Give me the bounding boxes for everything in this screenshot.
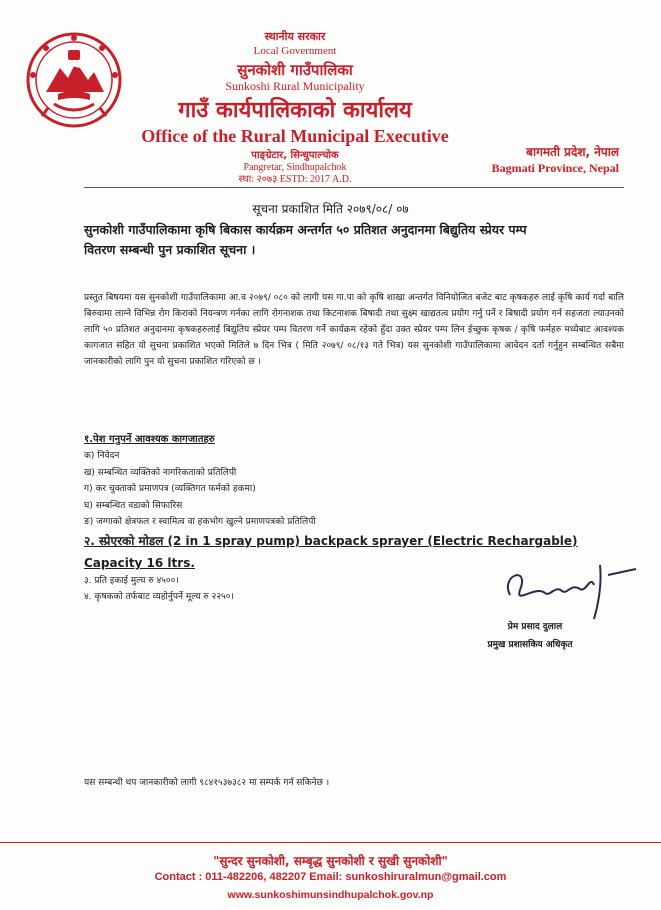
list-item: क) निवेदन — [84, 451, 120, 461]
header-divider — [84, 187, 624, 188]
province-en: Bagmati Province, Nepal — [491, 161, 619, 175]
district-ne: पाङ्ग्रेटार, सिन्धुपाल्चोक — [251, 150, 339, 161]
sprayer-model-line1: २. स्प्रेएरको मोडल (2 in 1 spray pump) backpack sprayer (Electric Rechargable) — [84, 534, 578, 548]
notice-title — [84, 220, 624, 260]
notice-date: सूचना प्रकाशित मिति २०७९/०८/ ०७ — [252, 202, 409, 216]
signatory-title: प्रमुख प्रशासकिय अधिकृत — [487, 640, 573, 650]
municipality-ne: सुनकोशी गाउँपालिका — [237, 61, 353, 79]
notice-title-line1: सुनकोशी गाउँपालिकामा कृषि बिकास कार्यक्रम अन्तर्गत ५० प्रतिशत अनुदानमा बिद्युतिय स्प्रेयर पम्प — [84, 222, 527, 237]
footer-slogan: "सुन्दर सुनकोशी, सम्बृद्ध सुनकोशी र सुखी सुनकोशी" — [213, 854, 448, 868]
footer-website: www.sunkoshimunsindhupalchok.gov.np — [227, 889, 434, 901]
footer-divider — [0, 842, 661, 843]
nepal-emblem-icon — [24, 30, 124, 130]
office-en: Office of the Rural Municipal Executive — [141, 126, 449, 146]
list-item: घ) सम्बन्धित वडाको सिफारिस — [84, 500, 183, 511]
signatory-name: प्रेम प्रसाद दुलाल — [507, 622, 563, 632]
notice-title-line2: वितरण सम्बन्धी पुन प्रकाशित सूचना । — [84, 242, 256, 257]
price-list — [84, 573, 234, 605]
list-item: ङ) जग्गाको क्षेत्रफल र स्वामित्व वा हकभोग खुल्ने प्रमाणपत्रको प्रतिलिपी — [84, 517, 316, 527]
signature-icon — [490, 555, 640, 620]
list-item: ग) कर चुक्ताको प्रमाणपत्र (व्यक्तिगत फर्मको हकमा) — [84, 484, 256, 494]
list-item: ३. प्रति इकाई मुल्य रु ४५००। — [84, 576, 179, 586]
gov-en: Local Government — [253, 45, 337, 57]
notice-paragraph: प्रस्तुत बिषयमा यस सुनकोशी गाउँपालिकामा आ.व २०७९/ ०८० को लागी यस गा.पा को कृषि शाखा अन्तर्गत विनियोजित बजेट बाट कृषकहरु लाई कृषि कार्य गर्दा बालि बिरुवामा लाग्ने विभिन्न रोग किराको नियन्त्रण गर्नका लागि रोगनाशक तथा किटनाशक बिषादी तथा सुक्ष्म खाद्यतत्व प्रयोग गर्नु पर्ने र बिषादी प्रयोग गर्न सहजता ल्याउनको लागि ५० प्रतिशत अनुदानमा कृषकहरुलाई बिद्युतिय स्प्रेयर पम्प वितरण गर्ने कार्यक्रम रहेको हुँदा उक्त स्प्रेयर पम्प लिन ईच्छुक कृषक / कृषि फर्महरु मध्येबाट आवश्यक कागजात सहित यो सुचना प्रकाशित भएको मितिले ७ दिन भित्र ( मिति २०७९/ ०८/१३ गते भित्र) यस सुनकोशी गाउँपालिकामा आवेदन दर्ता गर्नुहुन सम्बन्धित सबैमा जानकारीको लागि पुन यो सुचना प्रकाशित गरिएको छ । — [84, 293, 624, 367]
office-ne: गाउँ कार्यपालिकाको कार्यालय — [178, 98, 412, 123]
contact-note: यस सम्बन्धी थप जानकारीको लागी ९८४१५३७३८२ मा सम्पर्क गर्न सकिनेछ । — [84, 778, 330, 788]
gov-ne: स्थानीय सरकार — [264, 30, 326, 43]
established: स्था: २०७३ ESTD: 2017 A.D. — [238, 174, 352, 185]
province-ne: बागमती प्रदेश, नेपाल — [526, 145, 619, 159]
documents-heading: १.पेश गनुपर्ने आवश्यक कागजातहरु — [84, 434, 215, 445]
province-block — [492, 144, 619, 176]
documents-list — [84, 448, 316, 531]
list-item: ख) सम्बन्धित व्यक्तिको नागरिकताको प्रतिलिपी — [84, 467, 237, 478]
municipality-en: Sunkoshi Rural Municipality — [225, 79, 365, 93]
district-en: Pangretar, Sindhupalchok — [243, 162, 347, 173]
sprayer-capacity: Capacity 16 ltrs. — [84, 556, 195, 570]
letterhead — [130, 30, 460, 186]
list-item: ४. कृषकको तर्फबाट व्यहोर्नुपर्ने मूल्य रु २२५०। — [84, 592, 234, 602]
footer-contact: Contact : 011-482206, 482207 Email: sunkoshiruralmun@gmail.com — [154, 871, 507, 883]
